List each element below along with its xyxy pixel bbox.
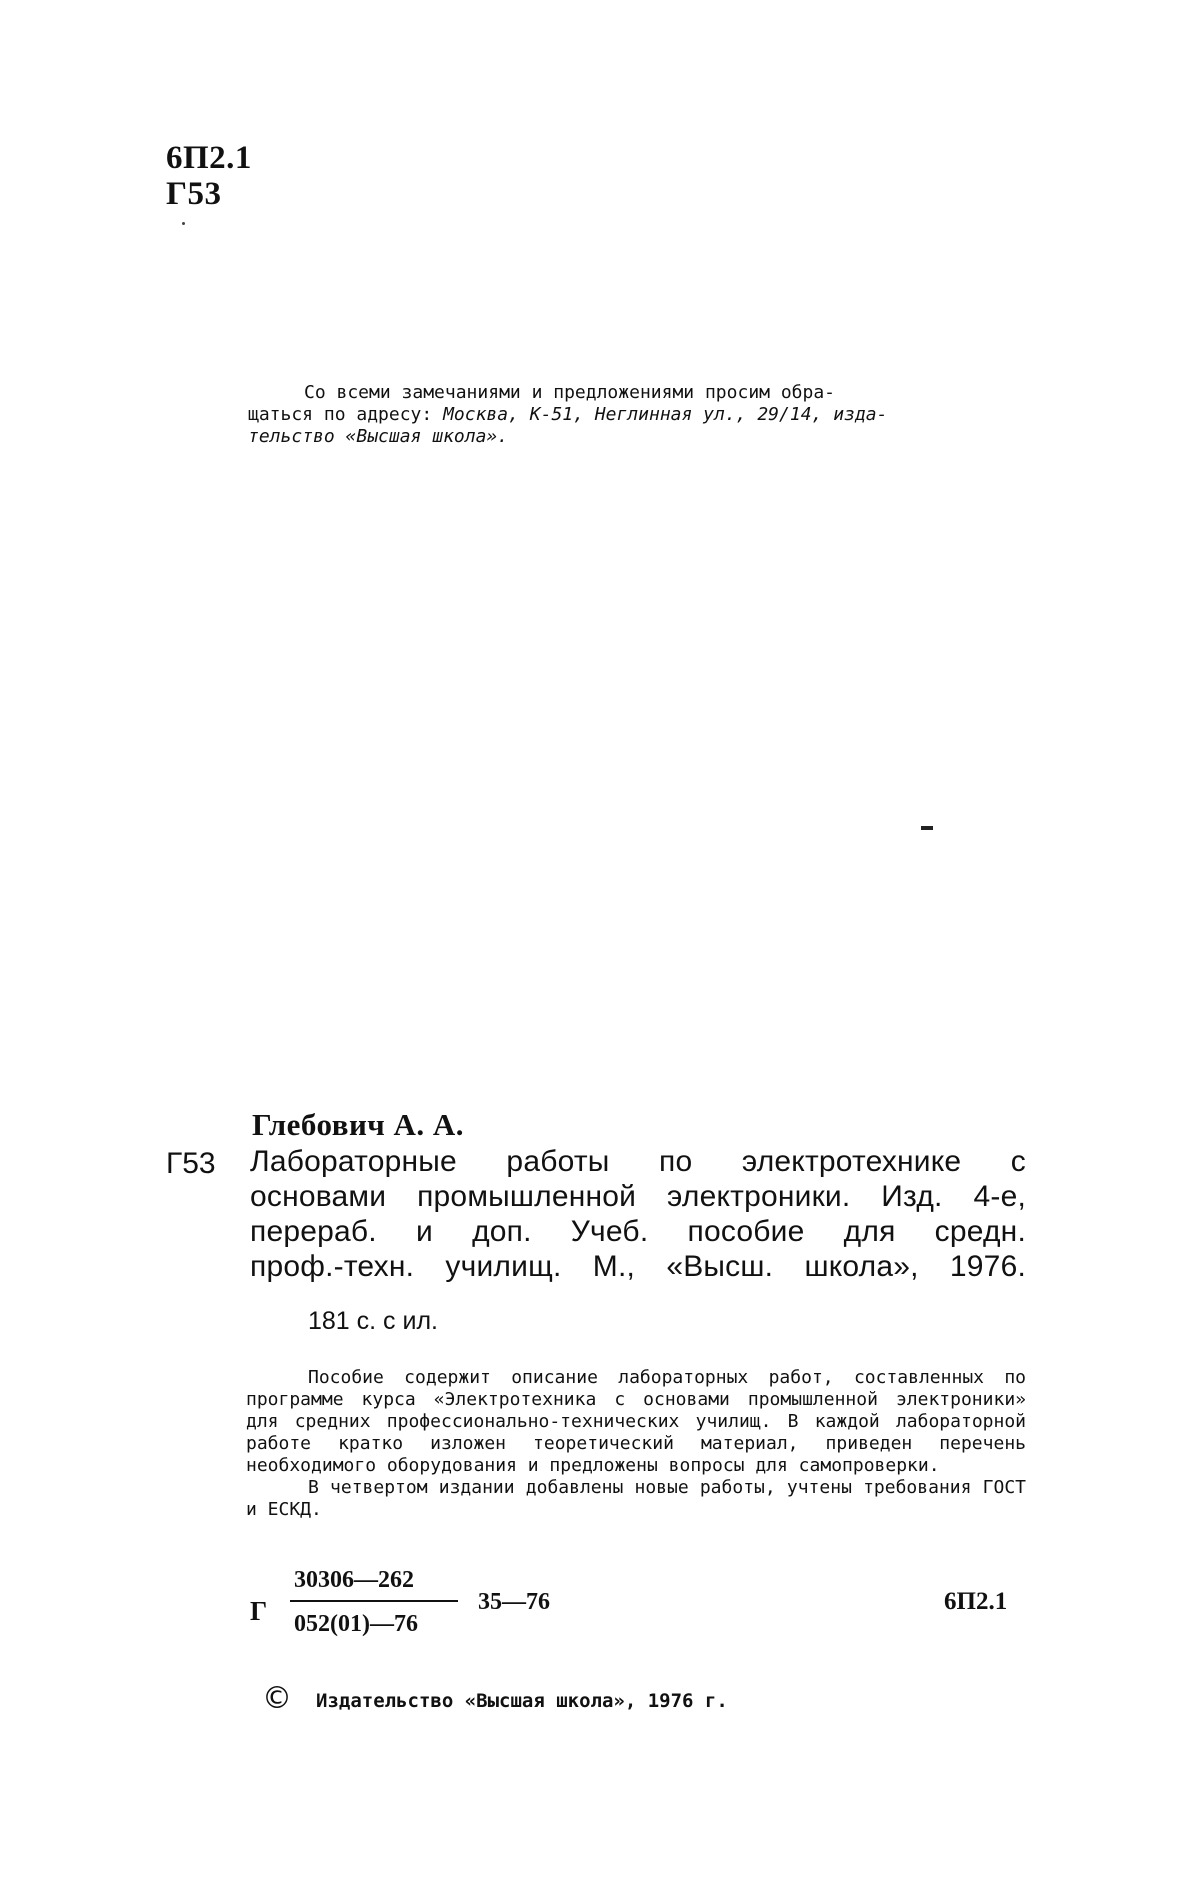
author-name: Глебович А. А.: [252, 1107, 465, 1142]
annotation-paragraph-1: Пособие содержит описание лабораторных работ, составленных по программе курса «Электротехника с основами промышленной электроники» для средних профессионально-технических училищ. В каждой лабораторной работе кратко изложен теоретический материал, приведен перечень необходимого оборудования и предложены вопросы для самопроверки.: [246, 1367, 1026, 1476]
annotation-paragraph-2: В четвертом издании добавлены новые работы, учтены требования ГОСТ и ЕСКД.: [246, 1477, 1026, 1520]
entry-call-number: Г53: [166, 1147, 216, 1180]
notice-line-3: [248, 426, 1028, 448]
index-class-code: 6П2.1: [944, 1588, 1008, 1615]
notice-line-2-plain: щаться по адресу:: [248, 404, 444, 425]
annotation: [246, 1367, 1026, 1521]
notice-address: Москва, К-51, Неглинная ул., 29/14, изда-: [443, 404, 888, 425]
copyright-text: Издательство «Высшая школа», 1976 г.: [316, 1690, 728, 1712]
classification-code: 6П2.1: [166, 140, 252, 176]
index-fraction: [290, 1566, 460, 1638]
description-line: проф.-техн. училищ. М., «Высш. школа», 1976.: [250, 1250, 1026, 1283]
copyright-icon: ©: [262, 1681, 292, 1716]
feedback-notice: [248, 382, 1028, 448]
notice-publisher: тельство «Высшая школа».: [248, 426, 509, 447]
notice-line-1: Со всеми замечаниями и предложениями просим обра-: [304, 382, 836, 403]
index-numerator: 30306—262: [294, 1567, 414, 1593]
description-line: Лабораторные работы по электротехнике с: [250, 1145, 1026, 1178]
bibliographic-description: [250, 1144, 1026, 1284]
call-number: Г53: [166, 176, 222, 212]
print-mark: [921, 826, 933, 830]
page-count: 181 с. с ил.: [308, 1307, 438, 1335]
index-denominator: 052(01)—76: [294, 1611, 418, 1637]
description-line: основами промышленной электроники. Изд. 4-е,: [250, 1180, 1026, 1213]
index-code: 35—76: [478, 1589, 550, 1615]
fraction-bar: [290, 1600, 458, 1602]
print-speck: [182, 222, 185, 225]
notice-line-2: [248, 404, 1028, 426]
description-line: перераб. и доп. Учеб. пособие для средн.: [250, 1215, 1026, 1248]
index-letter: Г: [250, 1596, 268, 1626]
